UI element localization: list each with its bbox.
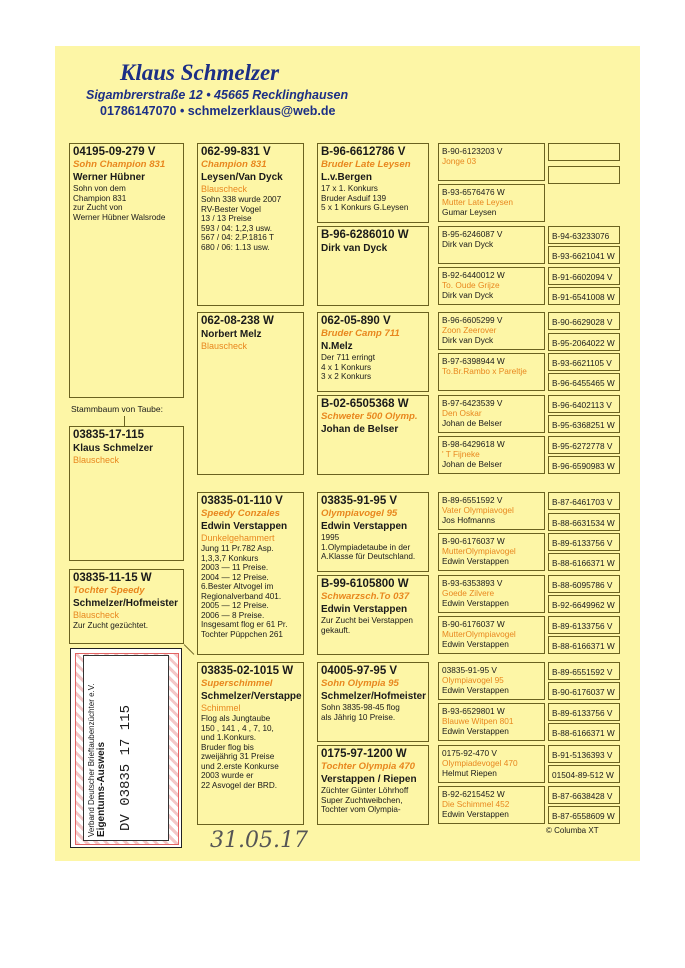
mother-ring: 03835-11-15 W: [73, 572, 152, 584]
gen4-box-0: [438, 143, 545, 181]
gen2-text: Sohn 338 wurde 2007: [201, 195, 282, 204]
gen4-box-15: [438, 786, 545, 824]
gen2-owner: Edwin Verstappen: [201, 521, 288, 532]
gen2-text: 150 , 141 , 4 , 7, 10,: [201, 723, 274, 733]
father-name: Sohn Champion 831: [73, 159, 166, 170]
gen4-owner: Johan de Belser: [442, 459, 502, 469]
gen5-box: B-90-6176037 W: [548, 682, 620, 700]
gen4-owner: Edwin Verstappen: [442, 556, 509, 566]
gen4-name: Jonge 03: [442, 156, 477, 166]
gen5-box: B-96-6402113 V: [548, 395, 620, 413]
gen5-box: B-89-6133756 V: [548, 533, 620, 551]
gen3-box-7: [317, 745, 429, 825]
gen3-name: Schweter 500 Olymp.: [321, 411, 418, 422]
stamp-title: Eigentums-Ausweis: [96, 741, 107, 837]
gen4-box-14: [438, 745, 545, 783]
subject-owner: Klaus Schmelzer: [73, 443, 154, 454]
gen3-owner: Verstappen / Riepen: [321, 774, 417, 785]
father-text-3: Werner Hübner Walsrode: [73, 212, 166, 222]
gen5-box: B-95-2064022 W: [548, 333, 620, 351]
gen4-name: Die Schimmel 452: [442, 799, 510, 809]
subject-ring: 03835-17-115: [73, 429, 144, 441]
gen4-box-5: [438, 353, 545, 391]
gen2-box-0: [197, 143, 304, 306]
gen3-text: Tochter vom Olympia-: [321, 805, 401, 814]
gen4-owner: Edwin Verstappen: [442, 685, 509, 695]
father-ring: 04195-09-279 V: [73, 146, 156, 158]
gen2-text: 593 / 04: 1,2,3 usw.: [201, 223, 273, 233]
gen4-ring: B-98-6429618 W: [442, 439, 505, 449]
father-owner: Werner Hübner: [73, 172, 146, 183]
gen4-box-4: [438, 312, 545, 350]
gen3-owner: Johan de Belser: [321, 424, 399, 435]
subject-color: Blauscheck: [73, 455, 120, 465]
gen4-ring: 0175-92-470 V: [442, 748, 497, 758]
gen2-text: 2003 — 11 Preise.: [201, 563, 269, 572]
gen3-box-3: [317, 395, 429, 475]
gen3-owner: N.Melz: [321, 341, 353, 352]
gen3-ring: 04005-97-95 V: [321, 665, 398, 677]
gen3-ring: B-99-6105800 W: [321, 578, 409, 590]
gen4-ring: 03835-91-95 V: [442, 665, 497, 675]
breeder-name: Klaus Schmelzer: [120, 60, 280, 85]
gen5-box: B-88-6166371 W: [548, 553, 620, 571]
copyright: © Columba XT: [546, 826, 599, 835]
gen2-ring: 062-99-831 V: [201, 146, 271, 158]
gen3-box-5: [317, 575, 429, 655]
gen5-box: B-91-6602094 V: [548, 267, 620, 285]
father-text-1: Champion 831: [73, 193, 127, 203]
gen2-ring: 062-08-238 W: [201, 315, 274, 327]
gen4-owner: Gumar Leysen: [442, 207, 497, 217]
gen4-box-2: [438, 226, 545, 264]
gen4-ring: B-90-6176037 W: [442, 619, 505, 629]
gen3-box-0: [317, 143, 429, 223]
signature-date: 31.05.17: [210, 828, 308, 853]
gen4-name: Den Oskar: [442, 408, 482, 418]
gen5-box: [548, 166, 620, 184]
gen4-owner: Edwin Verstappen: [442, 639, 509, 649]
gen2-box-2: [197, 492, 304, 655]
father-text-0: Sohn von dem: [73, 184, 126, 193]
gen2-name: Champion 831: [201, 159, 267, 170]
gen5-box: B-89-6133756 V: [548, 616, 620, 634]
gen2-color: Schimmel: [201, 703, 241, 713]
gen3-text: gekauft.: [321, 625, 351, 635]
gen4-box-11: [438, 616, 545, 654]
gen3-text: 1995: [321, 533, 340, 542]
gen3-text: 1.Olympiadetaube in der: [321, 542, 411, 552]
gen4-box-13: [438, 703, 545, 741]
gen2-text: Regionalverband 401.: [201, 591, 282, 601]
gen5-box: B-96-6590983 W: [548, 456, 620, 474]
gen5-box: B-94-63233076: [548, 226, 620, 244]
gen4-box-6: [438, 395, 545, 433]
gen3-box-6: [317, 662, 429, 742]
gen5-box: B-95-6272778 V: [548, 436, 620, 454]
gen4-name: Blauwe Witpen 801: [442, 716, 514, 726]
gen2-text: 22 Asvogel der BRD.: [201, 780, 278, 790]
gen5-box: B-93-6621041 W: [548, 246, 620, 264]
gen4-owner: Dirk van Dyck: [442, 335, 494, 345]
gen5-box: [548, 143, 620, 161]
gen3-name: Tochter Olympia 470: [321, 761, 416, 772]
gen3-text: Sohn 3835-98-45 flog: [321, 703, 400, 712]
gen2-text: und 1.Konkurs.: [201, 733, 257, 742]
gen3-ring: 0175-97-1200 W: [321, 748, 407, 760]
gen3-owner: Edwin Verstappen: [321, 521, 408, 532]
gen5-box: B-88-6166371 W: [548, 636, 620, 654]
gen5-box: B-92-6649962 W: [548, 595, 620, 613]
gen3-text: Super Zuchtweibchen,: [321, 795, 403, 805]
gen2-box-3: [197, 662, 304, 825]
gen4-ring: B-97-6423539 V: [442, 398, 503, 408]
gen5-box: B-96-6455465 W: [548, 373, 620, 391]
gen3-name: Bruder Late Leysen: [321, 159, 411, 170]
gen2-owner: Leysen/Van Dyck: [201, 172, 283, 183]
gen2-name: Superschimmel: [201, 678, 273, 689]
gen2-text: RV-Bester Vogel: [201, 204, 261, 214]
gen2-owner: Norbert Melz: [201, 329, 262, 340]
gen4-owner: Edwin Verstappen: [442, 598, 509, 608]
gen2-text: 2004 — 12 Preise.: [201, 572, 269, 582]
gen5-box: B-87-6638428 V: [548, 786, 620, 804]
gen4-name: MutterOlympiavogel: [442, 629, 516, 639]
gen4-name: To. Oude Grijze: [442, 280, 500, 290]
gen3-text: 4 x 1 Konkurs: [321, 362, 372, 372]
stamp-org: Verband Deutscher Brieftaubenzüchter e.V.: [87, 683, 96, 837]
gen3-name: Sohn Olympia 95: [321, 678, 399, 689]
gen2-text: 567 / 04: 2.P.1816 T: [201, 233, 274, 242]
gen3-text: Züchter Günter Löhrhoff: [321, 786, 409, 795]
gen2-color: Blauscheck: [201, 341, 248, 351]
gen2-text: 680 / 06: 1.13 usw.: [201, 242, 270, 252]
gen4-ring: B-92-6215452 W: [442, 789, 505, 799]
gen3-text: Bruder Asduif 139: [321, 193, 387, 203]
gen4-owner: Helmut Riepen: [442, 768, 497, 778]
father-text-2: zur Zucht von: [73, 203, 123, 212]
gen4-name: ' T Fijneke: [442, 449, 480, 459]
gen3-name: Schwarzsch.To 037: [321, 591, 410, 602]
gen4-owner: Johan de Belser: [442, 418, 502, 428]
mother-box: [69, 569, 184, 644]
gen4-name: MutterOlympiavogel: [442, 546, 516, 556]
gen4-box-8: [438, 492, 545, 530]
gen5-box: B-87-6558609 W: [548, 806, 620, 824]
gen2-text: Insgesamt flog er 61 Pr.: [201, 620, 288, 629]
gen4-ring: B-95-6246087 V: [442, 229, 503, 239]
mother-text: Zur Zucht gezüchtet.: [73, 621, 149, 630]
subject-box: [69, 426, 184, 561]
mother-color: Blauscheck: [73, 610, 120, 620]
gen5-box: B-91-5136393 V: [548, 745, 620, 763]
gen5-box: B-95-6368251 W: [548, 415, 620, 433]
gen3-text: 3 x 2 Konkurs: [321, 372, 372, 381]
gen2-text: 2006 — 8 Preise.: [201, 610, 265, 620]
gen4-owner: Dirk van Dyck: [442, 290, 494, 300]
gen3-text: Zur Zucht bei Verstappen: [321, 616, 413, 625]
gen4-box-12: [438, 662, 545, 700]
stamp-number: DV 03835 17 115: [118, 704, 134, 832]
connector: [124, 416, 125, 426]
gen4-box-7: [438, 436, 545, 474]
gen4-box-9: [438, 533, 545, 571]
mother-name: Tochter Speedy: [73, 585, 145, 596]
gen4-box-10: [438, 575, 545, 613]
gen4-owner: Jos Hofmanns: [442, 515, 496, 525]
gen4-ring: B-89-6551592 V: [442, 495, 503, 505]
gen2-color: Blauscheck: [201, 184, 248, 194]
gen3-box-1: [317, 226, 429, 306]
gen2-text: zweijährig 31 Preise: [201, 752, 275, 761]
gen4-ring: B-90-6176037 W: [442, 536, 505, 546]
gen2-text: Bruder flog bis: [201, 742, 254, 752]
gen3-owner: L.v.Bergen: [321, 172, 372, 183]
gen4-owner: Edwin Verstappen: [442, 726, 509, 736]
gen4-box-3: [438, 267, 545, 305]
gen4-owner: Dirk van Dyck: [442, 239, 494, 249]
gen4-ring: B-92-6440012 W: [442, 270, 505, 280]
gen3-text: Der 711 erringt: [321, 353, 376, 362]
gen5-box: B-90-6629028 V: [548, 312, 620, 330]
gen3-box-4: [317, 492, 429, 572]
gen2-text: 2005 — 12 Preise.: [201, 601, 269, 610]
gen4-ring: B-93-6529801 W: [442, 706, 505, 716]
stammbaum-label: Stammbaum von Taube:: [71, 404, 163, 414]
gen4-name: Goede Zilvere: [442, 588, 495, 598]
gen2-name: Speedy Conzales: [201, 508, 280, 519]
gen3-box-2: [317, 312, 429, 392]
gen3-ring: B-96-6286010 W: [321, 229, 409, 241]
gen5-box: B-89-6551592 V: [548, 662, 620, 680]
gen3-ring: B-96-6612786 V: [321, 146, 406, 158]
gen3-text: A.Klasse für Deutschland.: [321, 552, 416, 561]
gen3-owner: Edwin Verstappen: [321, 604, 408, 615]
gen2-text: 6.Bester Altvogel im: [201, 582, 274, 591]
gen4-owner: Edwin Verstappen: [442, 809, 509, 819]
gen4-name: Olympiavogel 95: [442, 675, 504, 685]
gen5-box: B-89-6133756 V: [548, 703, 620, 721]
gen4-ring: B-97-6398944 W: [442, 356, 505, 366]
gen4-name: Olympiadevogel 470: [442, 758, 518, 768]
gen4-ring: B-93-6353893 V: [442, 578, 503, 588]
mother-owner: Schmelzer/Hofmeister: [73, 598, 179, 609]
gen2-text: Flog als Jungtaube: [201, 714, 271, 723]
gen3-owner: Schmelzer/Hofmeister: [321, 691, 427, 702]
gen5-box: B-88-6631534 W: [548, 513, 620, 531]
gen2-text: 2003 wurde er: [201, 771, 254, 780]
gen5-box: B-91-6541008 W: [548, 287, 620, 305]
gen3-text: als Jährig 10 Preise.: [321, 712, 396, 722]
gen3-ring: 03835-91-95 V: [321, 495, 398, 507]
gen5-box: 01504-89-512 W: [548, 765, 620, 783]
gen4-ring: B-90-6123203 V: [442, 146, 503, 156]
gen5-box: B-93-6621105 V: [548, 353, 620, 371]
gen3-name: Bruder Camp 711: [321, 328, 400, 339]
gen5-box: B-87-6461703 V: [548, 492, 620, 510]
gen4-name: To.Br.Rambo x Pareltje: [442, 366, 527, 376]
gen2-text: 1,3,3,7 Konkurs: [201, 553, 259, 563]
gen4-name: Mutter Late Leysen: [442, 197, 514, 207]
gen5-box: B-88-6095786 V: [548, 575, 620, 593]
gen3-text: 17 x 1. Konkurs: [321, 184, 378, 193]
gen2-color: Dunkelgehammert: [201, 533, 275, 543]
gen2-box-1: [197, 312, 304, 475]
gen4-box-1: [438, 184, 545, 222]
gen2-owner: Schmelzer/Verstappe: [201, 691, 302, 702]
gen5-box: B-88-6166371 W: [548, 723, 620, 741]
gen4-ring: B-93-6576476 W: [442, 187, 505, 197]
breeder-address: Sigambrerstraße 12 • 45665 Recklinghausen: [86, 88, 349, 102]
gen4-ring: B-96-6605299 V: [442, 315, 503, 325]
father-box: [69, 143, 184, 398]
breeder-contact: 01786147070 • schmelzerklaus@web.de: [100, 104, 336, 118]
gen4-name: Vater Olympiavogel: [442, 505, 514, 515]
ownership-stamp: [70, 648, 182, 848]
gen2-ring: 03835-01-110 V: [201, 495, 283, 507]
gen3-name: Olympiavogel 95: [321, 508, 398, 519]
gen2-text: 13 / 13 Preise: [201, 214, 252, 223]
gen4-name: Zoon Zeerover: [442, 325, 497, 335]
gen3-ring: 062-05-890 V: [321, 315, 391, 327]
gen2-text: Jung 11 Pr.782 Asp.: [201, 544, 274, 553]
gen2-text: Tochter Püppchen 261: [201, 629, 283, 639]
gen2-text: und 2.erste Konkurse: [201, 761, 279, 771]
gen2-ring: 03835-02-1015 W: [201, 665, 294, 677]
gen3-ring: B-02-6505368 W: [321, 398, 409, 410]
gen3-text: 5 x 1 Konkurs G.Leysen: [321, 203, 409, 212]
gen3-owner: Dirk van Dyck: [321, 243, 388, 254]
